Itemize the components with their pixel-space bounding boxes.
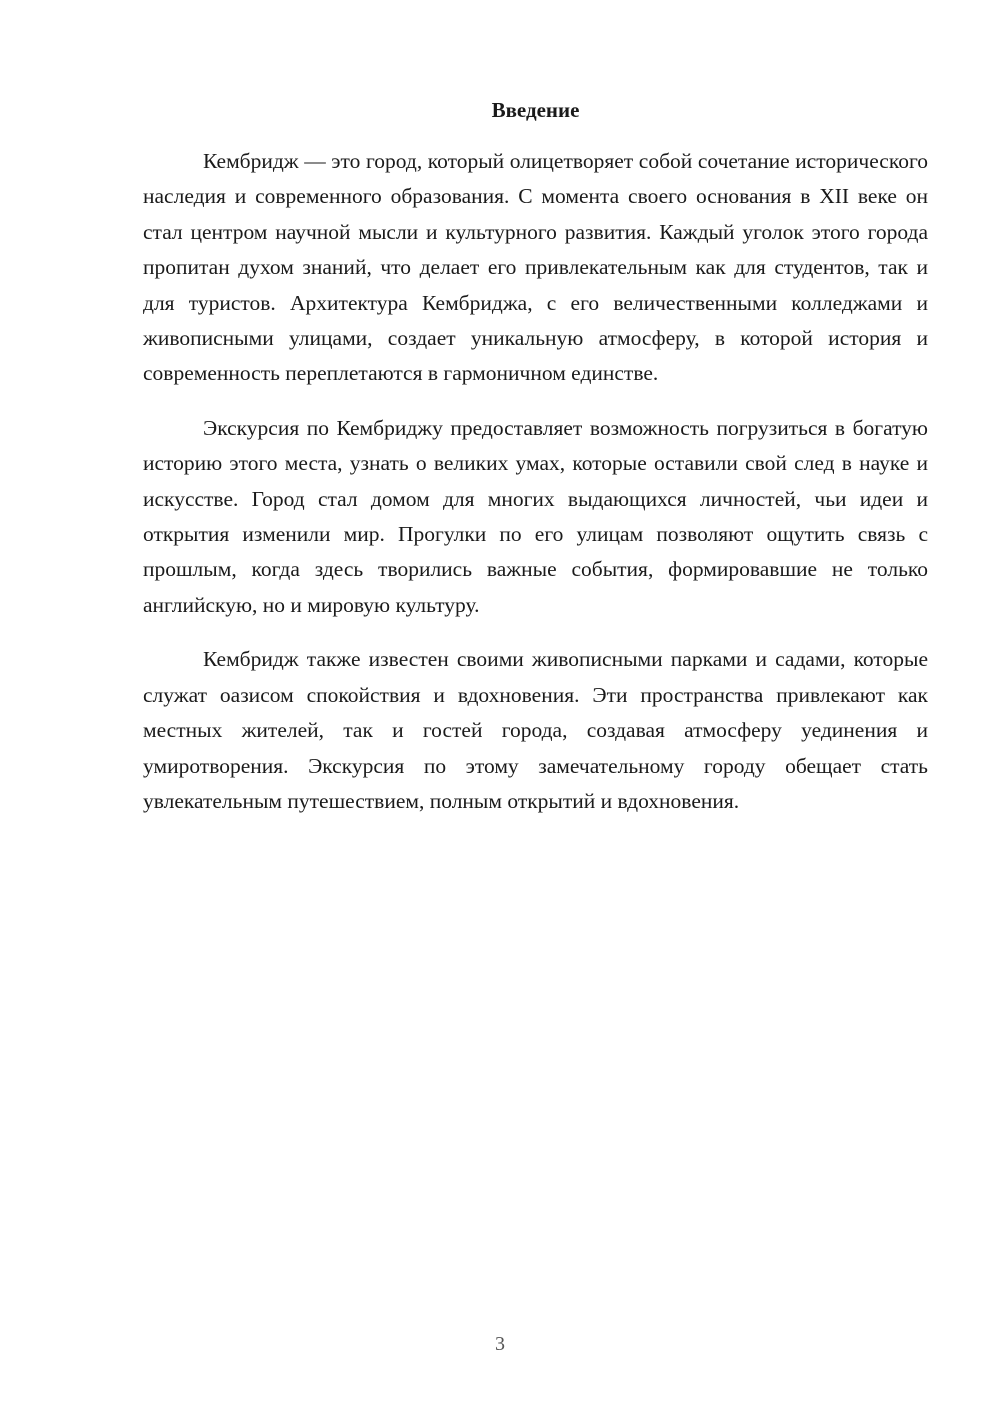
paragraph-3: Кембридж также известен своими живописными парками и садами, которые служат оазисом спокойствия и вдохновения. Эти пространства привлекают как местных жителей, так и гостей города, создавая атмосферу уединения и умиротворения. Экскурсия по этому замечательному городу обещает стать увлекательным путешествием, полным открытий и вдохновения.: [143, 647, 928, 813]
paragraph-1: Кембридж — это город, который олицетворяет собой сочетание исторического наследия и современного образования. С момента своего основания в XII веке он стал центром научной мысли и культурного развития. Каждый уголок этого города пропитан духом знаний, что делает его привлекательным как для студентов, так и для туристов. Архитектура Кембриджа, с его величественными колледжами и живописными улицами, создает уникальную атмосферу, в которой история и современность переплетаются в гармоничном единстве.: [143, 149, 928, 386]
page-number: 3: [495, 1333, 505, 1355]
paragraph-2: Экскурсия по Кембриджу предоставляет возможность погрузиться в богатую историю этого места, узнать о великих умах, которые оставили свой след в науке и искусстве. Город стал домом для многих выдающихся личностей, чьи идеи и открытия изменили мир. Прогулки по его улицам позволяют ощутить связь с прошлым, когда здесь творились важные события, формировавшие не только английскую, но и мировую культуру.: [143, 415, 928, 617]
section-heading: Введение: [491, 98, 580, 122]
page-content: [143, 94, 928, 838]
